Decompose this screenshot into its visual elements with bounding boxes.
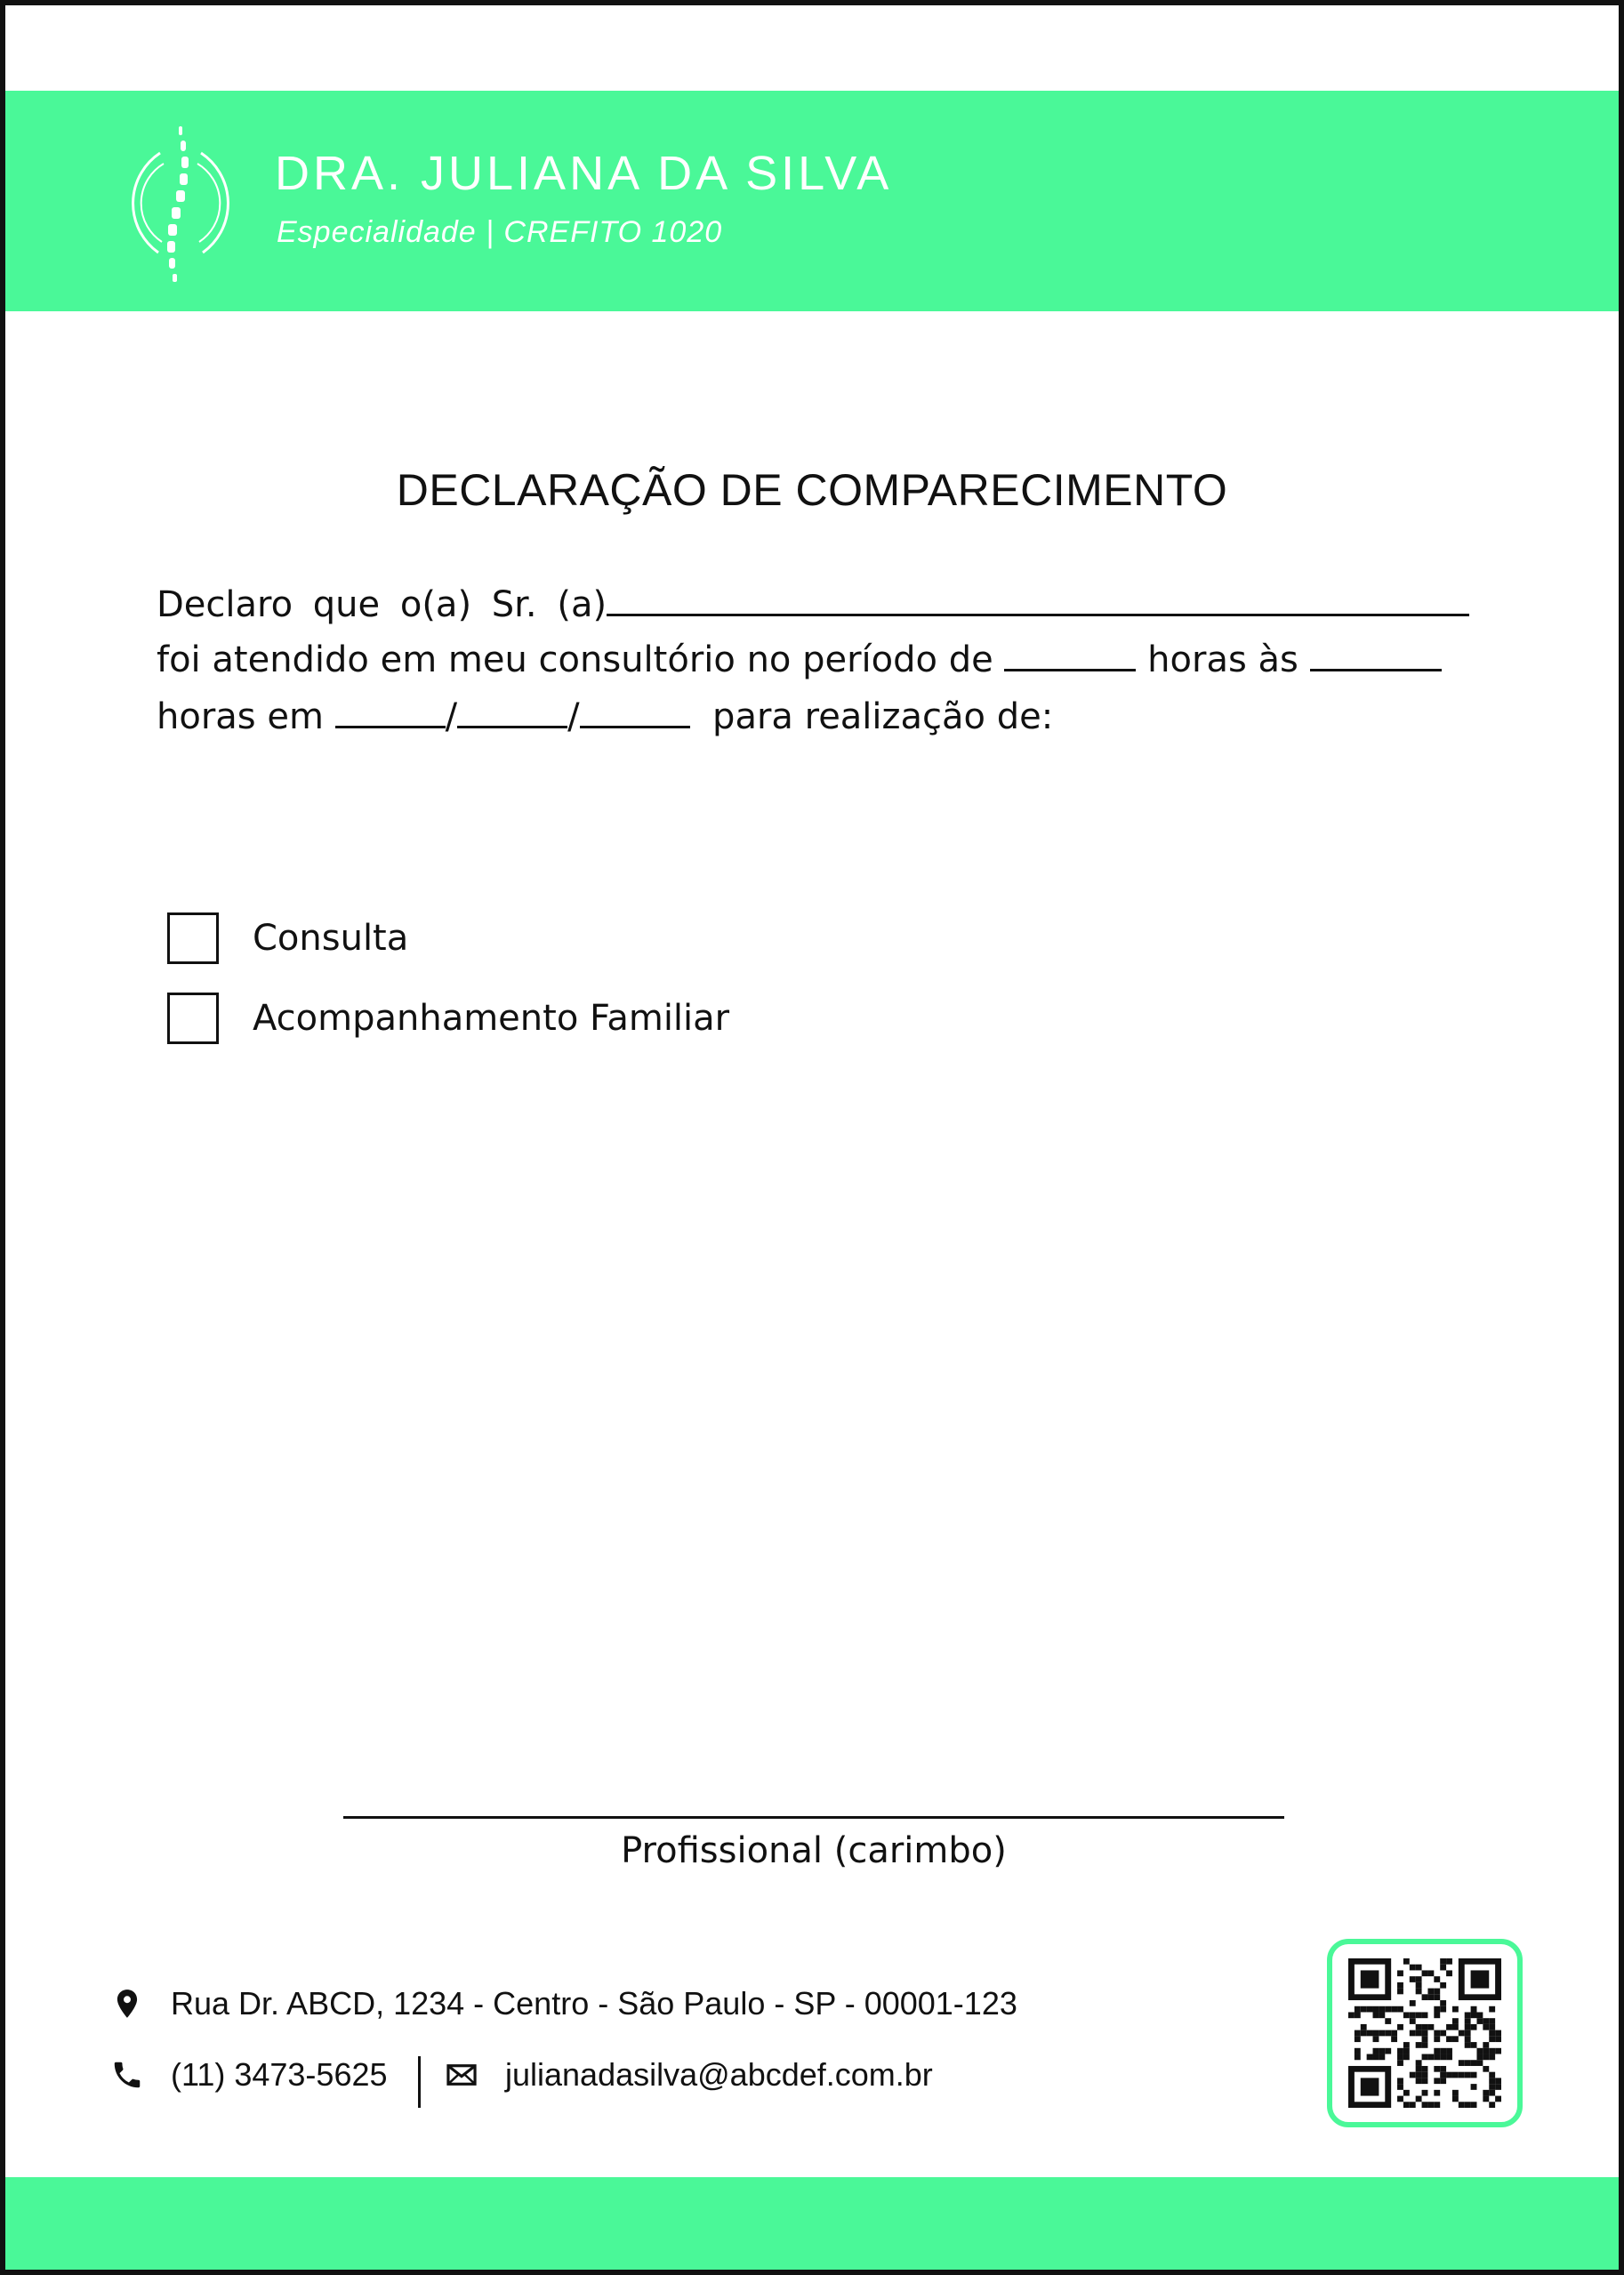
start-time-blank[interactable] [1004,639,1136,671]
option-consulta[interactable] [167,912,408,964]
header-band [5,91,1619,311]
checkbox[interactable] [167,912,219,964]
option-acompanhamento-familiar[interactable] [167,993,729,1044]
day-blank[interactable] [335,695,446,728]
email-text: julianadasilva@abcdef.com.br [505,2056,933,2093]
phone-text: (11) 3473-5625 [171,2056,388,2093]
date-separator: / [445,696,458,737]
contact-divider [418,2056,421,2108]
declaration-line-1 [157,583,1473,625]
email-row [445,2056,933,2094]
phone-icon [110,2058,144,2092]
signature-line[interactable] [343,1816,1284,1819]
declaration-text: para realização de: [712,696,1054,737]
option-label: Acompanhamento Familiar [253,998,730,1039]
declaration-line-3 [157,695,1473,737]
envelope-icon [445,2058,478,2092]
declaration-text: foi atendido em meu consultório no período de [157,639,993,680]
address-row [110,1985,1017,2022]
signature-label: Profissional (carimbo) [621,1830,1007,1871]
option-label: Consulta [253,918,409,959]
checkbox[interactable] [167,993,219,1044]
spine-icon [105,123,256,283]
qr-code-icon [1348,1958,1501,2108]
declaration-line-2 [157,639,1473,680]
address-text: Rua Dr. ABCD, 1234 - Centro - São Paulo - SP - 00001-123 [171,1985,1017,2022]
document-title: DECLARAÇÃO DE COMPARECIMENTO [396,465,1228,515]
footer-band [5,2177,1619,2270]
declaration-text: horas em [157,696,324,737]
doctor-name: DRA. JULIANA DA SILVA [275,147,893,200]
declaration-text: horas às [1147,639,1298,680]
end-time-blank[interactable] [1310,639,1442,671]
patient-name-blank[interactable] [607,583,1469,616]
year-blank[interactable] [580,695,690,728]
qr-code-frame [1327,1939,1523,2127]
declaration-text: Declaro que o(a) Sr. (a) [157,584,607,625]
month-blank[interactable] [457,695,567,728]
doctor-specialty: Especialidade | CREFITO 1020 [277,215,723,249]
phone-row [110,2056,388,2094]
location-pin-icon [110,1987,144,2021]
date-separator: / [567,696,580,737]
